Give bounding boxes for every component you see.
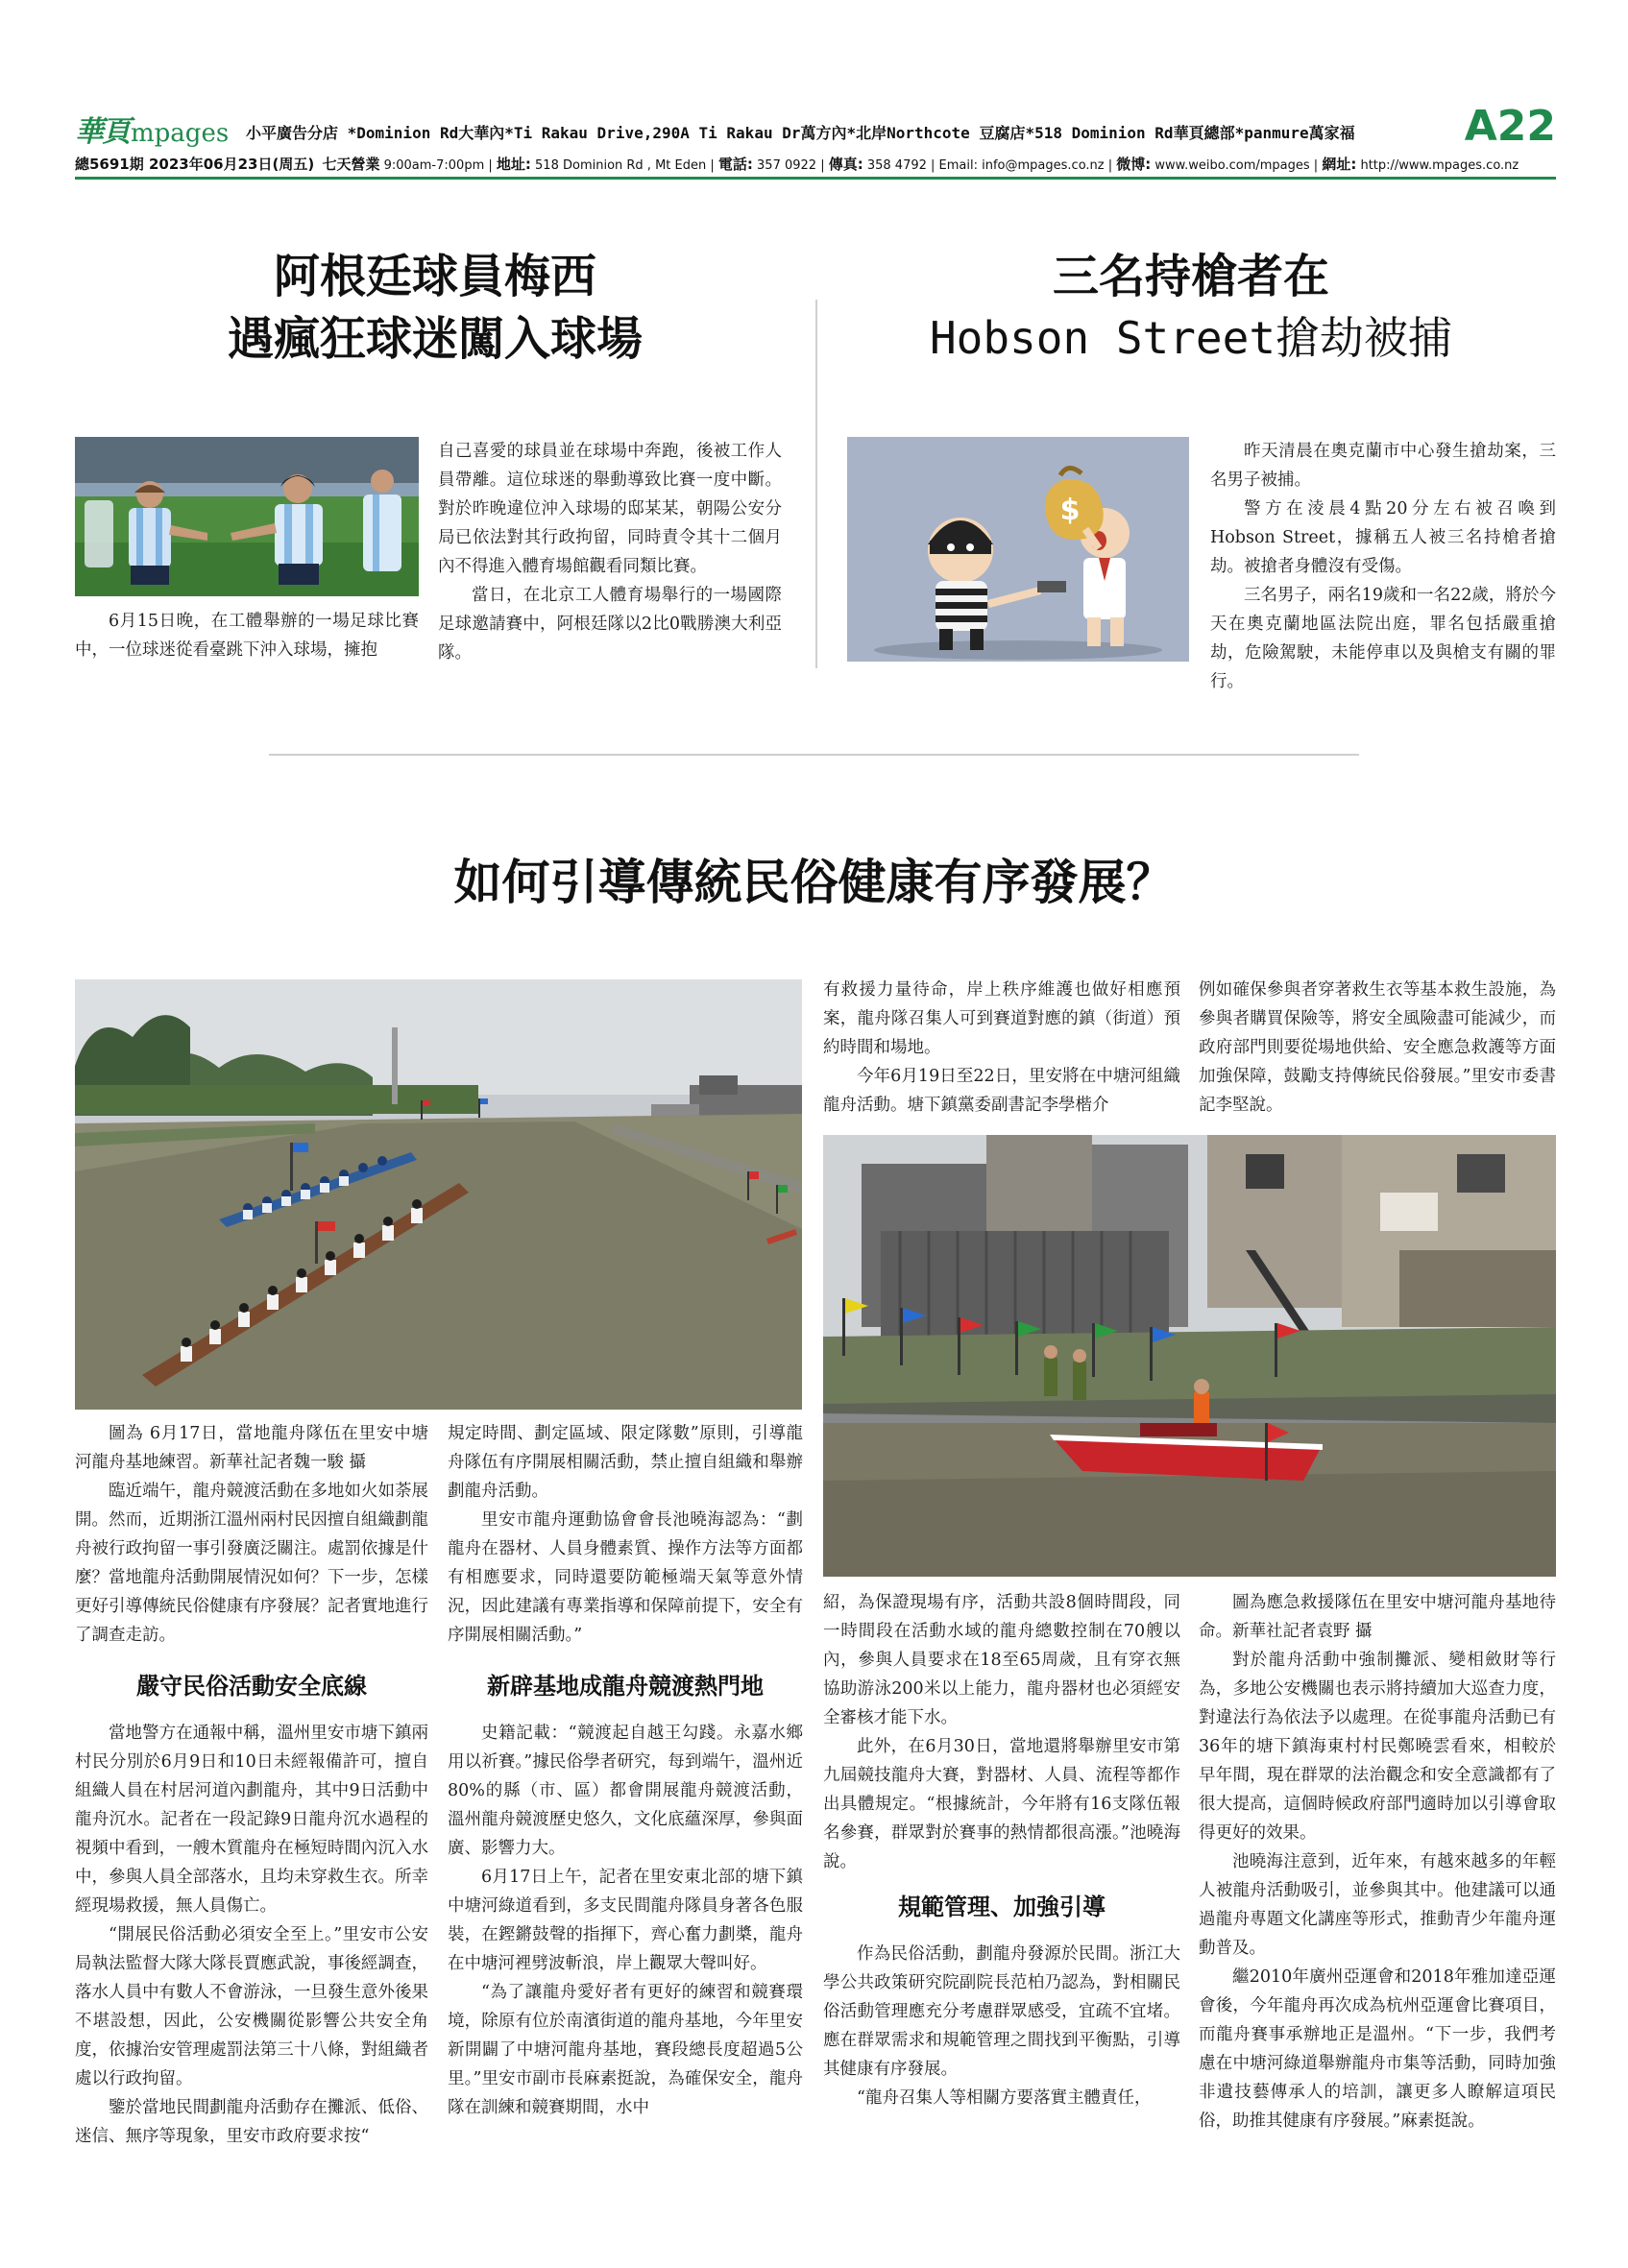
regulation-para1: 作為民俗活動，劃龍舟發源於民間。浙江大學公共政策研究院副院長范柏乃認為，對相關民俗活動管理應充分考慮群眾感受，宜疏不宜堵。應在群眾需求和規範管理之間找到平衡點，引導其健康有序發展。 [823, 1944, 1180, 2079]
col3-para1: 有救援力量待命，岸上秩序維護也做好相應預案，龍舟隊召集人可到賽道對應的鎮（街道）預約時間和場地。 [823, 980, 1180, 1057]
fax-label: 傳真: [828, 156, 863, 173]
logo-chinese: 華頁 [75, 115, 129, 149]
masthead-rule [75, 177, 1556, 180]
photo2-caption: 圖為應急救援隊伍在里安中塘河龍舟基地待命。新華社記者袁野 攝 [1199, 1593, 1556, 1641]
messi-photo [75, 437, 419, 596]
logo-english: mpages [131, 119, 230, 148]
page-number: A22 [1464, 102, 1556, 151]
rescue-team-photo [823, 1135, 1556, 1577]
subhead-new-base: 新辟基地成龍舟競渡熱門地 [487, 1672, 764, 1700]
article3-headline: 如何引導傳統民俗健康有序發展？ [453, 855, 1175, 910]
article3-col3-top [823, 976, 1180, 1120]
fax: 358 4792 [866, 158, 927, 173]
article3-col3-bottom [823, 1588, 1180, 1876]
new-base-para2: 6月17日上午，記者在里安東北部的塘下鎮中塘河綠道看到，多支民間龍舟隊員身著各色服裝，在鏗鏘鼓聲的指揮下，齊心奮力劃槳，龍舟在中塘河裡劈波斬浪，岸上觀眾大聲叫好。 [448, 1868, 803, 1973]
new-base-para3: “為了讓龍舟愛好者有更好的練習和競賽環境，除原有位於南濱街道的龍舟基地，今年里安新開闢了中塘河龍舟基地，賽段總長度超過5公里。”里安市副市長麻素挺說，為確保安全，龍舟隊在訓練和競賽期間，水中 [448, 1983, 803, 2117]
article1-para2: 當日，在北京工人體育場舉行的一場國際足球邀請賽中，阿根廷隊以2比0戰勝澳大利亞隊。 [438, 586, 782, 663]
safety-para3: 鑒於當地民間劃龍舟活動存在攤派、低俗、迷信、無序等現象，里安市政府要求按“ [75, 2098, 428, 2146]
safety-para2: “開展民俗活動必須安全至上。”里安市公安局執法監督大隊大隊長賈應武說，事後經調查，落水人員中有數人不會游泳，一旦發生意外後果不堪設想，因此，公安機關從影響公共安全角度，依據治安管理處罰法第三十八條，對組織者處以行政拘留。 [75, 1925, 428, 2088]
photo1-caption: 圖為 6月17日，當地龍舟隊伍在里安中塘河龍舟基地練習。新華社記者魏一駿 攝 [75, 1424, 428, 1472]
email-link[interactable]: Email: info@mpages.co.nz [938, 158, 1105, 173]
article3-col2-body [448, 1719, 803, 2122]
col4b-para2: 池曉海注意到，近年來，有越來越多的年輕人被龍舟活動吸引，並參與其中。他建議可以通過龍舟專題文化講座等形式，推動青少年龍舟運動普及。 [1199, 1852, 1556, 1958]
col4b-para3: 繼2010年廣州亞運會和2018年雅加達亞運會後，今年龍舟再次成為杭州亞運會比賽項目，而龍舟賽事承辦地正是溫州。“下一步，我們考慮在中塘河綠道舉辦龍舟市集等活動，同時加強非遺技藝傳承人的培訓，讓更多人瞭解這項民俗，助推其健康有序發展。”麻素挺說。 [1199, 1967, 1556, 2131]
article2-para1: 昨天清晨在奧克蘭市中心發生搶劫案，三名男子被捕。 [1210, 442, 1556, 490]
subhead-regulation: 規範管理、加強引導 [898, 1893, 1106, 1920]
article1-body [438, 437, 782, 667]
article1-headline [75, 246, 795, 371]
website-link[interactable]: http://www.mpages.co.nz [1360, 158, 1519, 173]
col3b-para1: 紹，為保證現場有序，活動共設8個時間段，同一時間段在活動水域的龍舟總數控制在70艘以內，參與人員要求在18至65周歲，且有穿衣無協助游泳200米以上能力，龍舟器材也必須經安全審核才能下水。 [823, 1593, 1180, 1727]
article3-col1-body [75, 1719, 428, 2151]
article1-caption-column [75, 607, 419, 664]
article2-headline [826, 246, 1556, 368]
address: 518 Dominion Rd , Mt Eden [535, 158, 707, 173]
mpages-logo[interactable] [75, 100, 229, 150]
branch-list: 小平廣告分店 *Dominion Rd大華內*Ti Rakau Drive,290A Ti Rakau Dr萬方內*北岸Northcote 豆腐店*518 Dominion Rd華頁總部*panmure萬家福 [246, 124, 1355, 142]
col3b-para2: 此外，在6月30日，當地還將舉辦里安市第九屆競技龍舟大賽，對器材、人員、流程等都作出具體規定。“根據統計，今年將有16支隊伍報名參賽，群眾對於賽事的熱情都很高漲。”池曉海說。 [823, 1737, 1180, 1871]
info-bar: 總5691期 2023年06月23日(周五) 七天營業 9:00am-7:00pm | 地址: 518 Dominion Rd , Mt Eden | 電話: 357 0922 | 傳真: 358 4792 | Email: info@mpages.co.nz | 微博: www.weibo.com/mpages | 網址: http://www.mpages.co.nz [75, 156, 1519, 173]
article2-title-line1: 三名持槍者在 [1052, 250, 1329, 303]
robbery-illustration [847, 437, 1189, 662]
article1-title-line1: 阿根廷球員梅西 [273, 250, 596, 303]
col2-para1: 規定時間、劃定區域、限定隊數”原則，引導龍舟隊伍有序開展相關活動，禁止擅自組織和舉辦劃龍舟活動。 [448, 1424, 803, 1501]
svg-text:$: $ [1059, 494, 1081, 527]
weibo-label: 微博: [1116, 156, 1152, 173]
new-base-para1: 史籍記載：“競渡起自越王勾踐。永嘉水鄉用以祈賽。”據民俗學者研究，每到端午，溫州近80%的縣（市、區）都會開展龍舟競渡活動，溫州龍舟競渡歷史悠久，文化底蘊深厚，參與面廣、影響力大。 [448, 1724, 803, 1858]
article1-para1: 自己喜愛的球員並在球場中奔跑，後被工作人員帶離。這位球迷的舉動導致比賽一度中斷。對於昨晚違位沖入球場的邸某某，朝陽公安分局已依法對其行政拘留，同時責令其十二個月內不得進入體育場館觀看同類比賽。 [438, 442, 782, 576]
web-label: 網址: [1322, 156, 1357, 173]
weibo-link[interactable]: www.weibo.com/mpages [1154, 158, 1310, 173]
article3-col4-top [1199, 976, 1556, 1120]
col4b-para1: 對於龍舟活動中強制攤派、變相斂財等行為，多地公安機關也表示將持續加大巡查力度，對違法行為依法予以處理。在從事龍舟活動已有36年的塘下鎮海東村村民鄭曉雲看來，相較於早年間，現在群眾的法治觀念和安全意識都有了很大提高，這個時候政府部門適時加以引導會取得更好的效果。 [1199, 1651, 1556, 1843]
phone-label: 電話: [717, 156, 753, 173]
article3-intro: 臨近端午，龍舟競渡活動在多地如火如荼展開。然而，近期浙江溫州兩村民因擅自組織劃龍舟被行政拘留一事引發廣泛關注。處罰依據是什麼？當地龍舟活動開展情況如何？下一步，怎樣更好引導傳統民俗健康有序發展？記者實地進行了調查走訪。 [75, 1482, 428, 1645]
article3-col3-regulation [823, 1940, 1180, 2112]
column-divider [815, 300, 817, 668]
article1-title-line2: 遇瘋狂球迷闖入球場 [227, 311, 643, 366]
dragon-boat-river-photo [75, 979, 802, 1410]
col4-para1: 例如確保參與者穿著救生衣等基本救生設施，為參與者購買保險等，將安全風險盡可能減少，而政府部門則要從場地供給、安全應急救護等方面加強保障，鼓勵支持傳統民俗發展。”里安市委書記李堅說。 [1199, 980, 1556, 1115]
article2-para2: 警方在淩晨4點20分左右被召喚到Hobson Street，據稱五人被三名持槍者搶劫。被搶者身體沒有受傷。 [1210, 499, 1556, 576]
regulation-para2: “龍舟召集人等相關方要落實主體責任， [857, 2088, 1152, 2108]
issue-info: 總5691期 2023年06月23日(周五) [75, 156, 315, 173]
article2-title-line2-text: Hobson Street搶劫被捕 [929, 311, 1453, 364]
hours: 9:00am-7:00pm [383, 158, 485, 173]
subhead-safety: 嚴守民俗活動安全底線 [136, 1672, 367, 1700]
address-label: 地址: [496, 156, 531, 173]
article3-col2 [448, 1419, 803, 1650]
section-divider [269, 754, 1359, 756]
article3-col1 [75, 1419, 428, 1650]
hours-label: 七天營業 [322, 156, 380, 173]
article3-col4-bottom [1199, 1588, 1556, 2135]
col3-para2: 今年6月19日至22日，里安將在中塘河組織龍舟活動。塘下鎮黨委副書記李學楷介 [823, 1067, 1180, 1115]
article1-caption: 6月15日晚，在工體舉辦的一場足球比賽中，一位球迷從看臺跳下沖入球場，擁抱 [75, 612, 419, 660]
article2-body [1210, 437, 1556, 696]
col2-para2: 里安市龍舟運動協會會長池曉海認為：“劃龍舟在器材、人員身體素質、操作方法等方面都有相應要求，同時還要防範極端天氣等意外情況，因此建議有專業指導和保障前提下，安全有序開展相關活動。” [448, 1510, 803, 1645]
masthead [75, 100, 1556, 179]
phone: 357 0922 [757, 158, 817, 173]
article2-para3: 三名男子，兩名19歲和一名22歲，將於今天在奧克蘭地區法院出庭，罪名包括嚴重搶劫，危險駕駛，未能停車以及與槍支有關的罪行。 [1210, 586, 1556, 691]
safety-para1: 當地警方在通報中稱，溫州里安市塘下鎮兩村民分別於6月9日和10日未經報備許可，擅自組織人員在村居河道內劃龍舟，其中9日活動中龍舟沉水。記者在一段記錄9日龍舟沉水過程的視頻中看到，一艘木質龍舟在極短時間內沉入水中，參與人員全部落水，且均未穿救生衣。所幸經現場救援，無人員傷亡。 [75, 1724, 428, 1916]
article2-title-line2 [826, 308, 1556, 368]
